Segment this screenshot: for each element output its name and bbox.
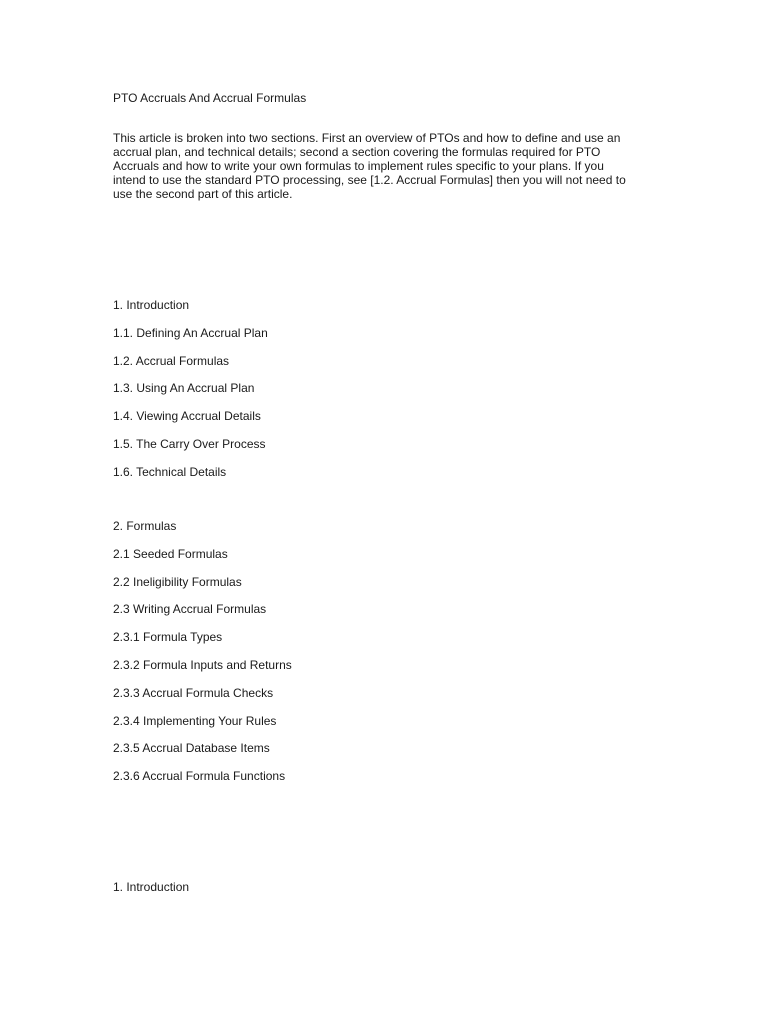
toc-item: 2.3.3 Accrual Formula Checks <box>113 685 274 700</box>
toc-item: 2.3.2 Formula Inputs and Returns <box>113 657 292 672</box>
toc-item: 1.1. Defining An Accrual Plan <box>113 325 268 340</box>
toc-item: 1. Introduction <box>113 298 190 312</box>
toc-item: 2.1 Seeded Formulas <box>113 546 228 561</box>
intro-line: use the second part of this article. <box>113 187 293 201</box>
intro-line: Accruals and how to write your own formulas to implement rules specific to your plans. If you <box>113 159 604 173</box>
toc-item: 2.3.4 Implementing Your Rules <box>113 713 277 728</box>
toc-item: 2. Formulas <box>113 519 177 533</box>
intro-line: This article is broken into two sections. First an overview of PTOs and how to define and use an <box>113 131 621 145</box>
toc-item: 2.3.6 Accrual Formula Functions <box>113 769 286 784</box>
intro-paragraph <box>113 131 658 201</box>
toc-item: 2.3.5 Accrual Database Items <box>113 741 270 756</box>
toc-item: 1.3. Using An Accrual Plan <box>113 381 255 396</box>
toc-item: 1.2. Accrual Formulas <box>113 353 230 368</box>
table-of-contents-part-1 <box>113 298 268 493</box>
intro-line: accrual plan, and technical details; second a section covering the formulas required for PTO <box>113 145 601 159</box>
toc-item: 2.3 Writing Accrual Formulas <box>113 602 267 617</box>
document-title: PTO Accruals And Accrual Formulas <box>113 91 307 105</box>
toc-item: 1.5. The Carry Over Process <box>113 436 266 451</box>
section-heading-introduction: 1. Introduction <box>113 880 190 894</box>
toc-item: 2.3.1 Formula Types <box>113 630 223 645</box>
toc-item: 2.2 Ineligibility Formulas <box>113 574 242 589</box>
table-of-contents-part-2 <box>113 519 292 797</box>
toc-item: 1.4. Viewing Accrual Details <box>113 409 261 424</box>
toc-item: 1.6. Technical Details <box>113 464 227 479</box>
intro-line: intend to use the standard PTO processing, see [1.2. Accrual Formulas] then you will not need to <box>113 173 626 187</box>
